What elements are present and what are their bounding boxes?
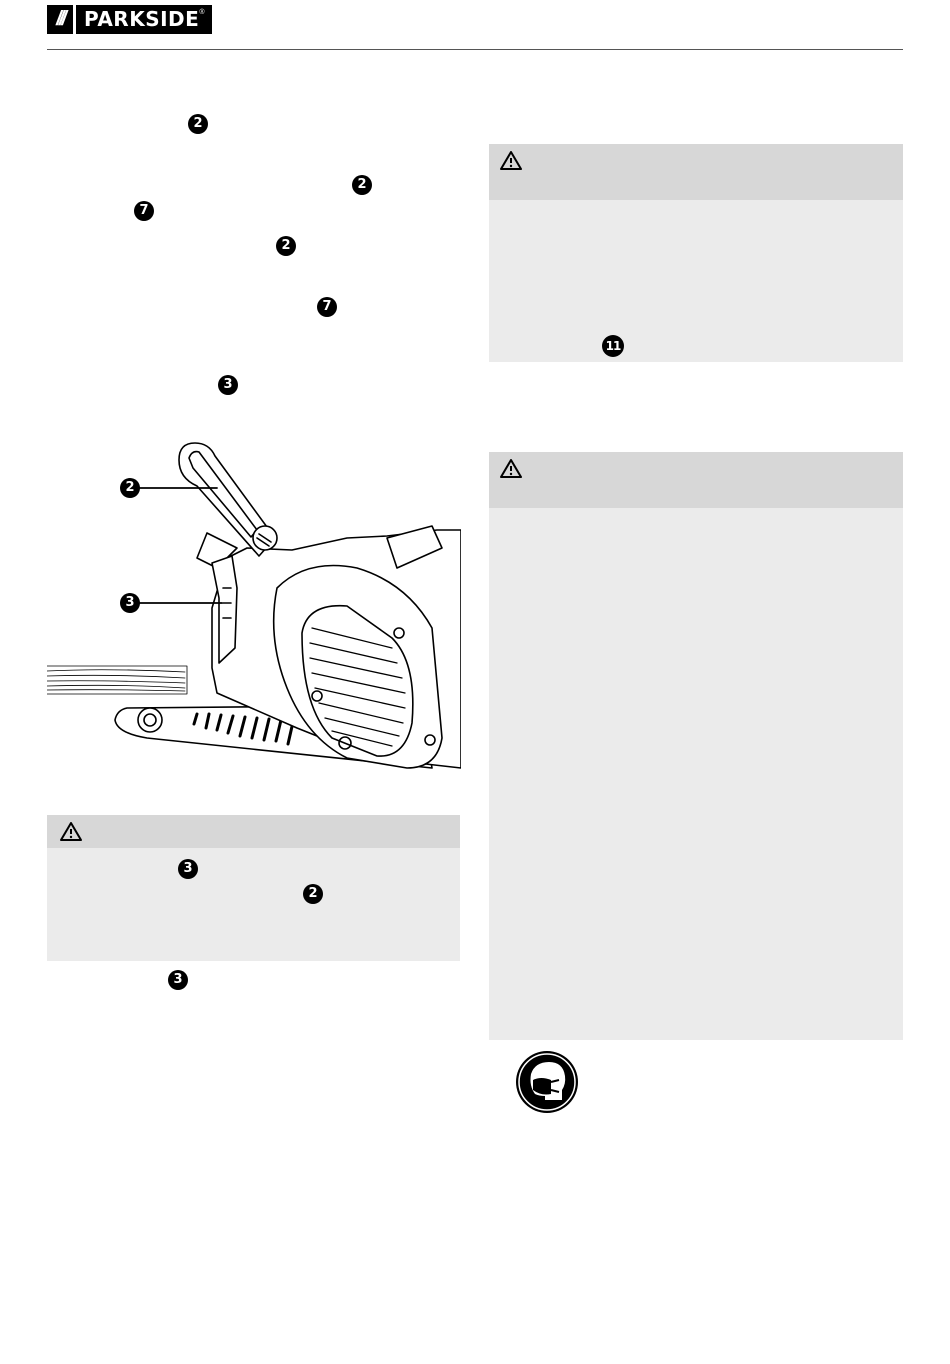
ref-badge: 3 — [218, 375, 238, 395]
callout-badge: 3 — [120, 593, 140, 613]
warning-box-right-1 — [489, 144, 903, 362]
chainsaw-illustration — [47, 438, 461, 778]
logo-text: PARKSIDE — [84, 7, 200, 31]
logo-box — [76, 5, 212, 34]
ref-badge: 7 — [317, 297, 337, 317]
ref-badge: 2 — [276, 236, 296, 256]
warning-header — [489, 452, 903, 508]
ref-badge: 2 — [352, 175, 372, 195]
warning-header — [47, 815, 460, 848]
warning-triangle-icon — [499, 458, 523, 479]
warning-triangle-icon — [499, 150, 523, 171]
ref-badge: 2 — [303, 884, 323, 904]
warning-header — [489, 144, 903, 200]
ref-badge: 11 — [602, 335, 624, 357]
ref-badge: 3 — [178, 859, 198, 879]
warning-triangle-icon — [59, 821, 83, 842]
logo-registered-mark: ® — [199, 9, 205, 16]
parkside-logo — [47, 5, 212, 34]
ref-badge: 3 — [168, 970, 188, 990]
wood-log-drawing — [47, 666, 187, 694]
logo-slashes: /// — [47, 5, 73, 34]
warning-box-left — [47, 815, 460, 961]
callout-badge: 2 — [120, 478, 140, 498]
dust-mask-icon — [515, 1050, 579, 1114]
ref-badge: 2 — [188, 114, 208, 134]
header-rule — [47, 49, 903, 50]
warning-box-right-2 — [489, 452, 903, 1040]
ref-badge: 7 — [134, 201, 154, 221]
